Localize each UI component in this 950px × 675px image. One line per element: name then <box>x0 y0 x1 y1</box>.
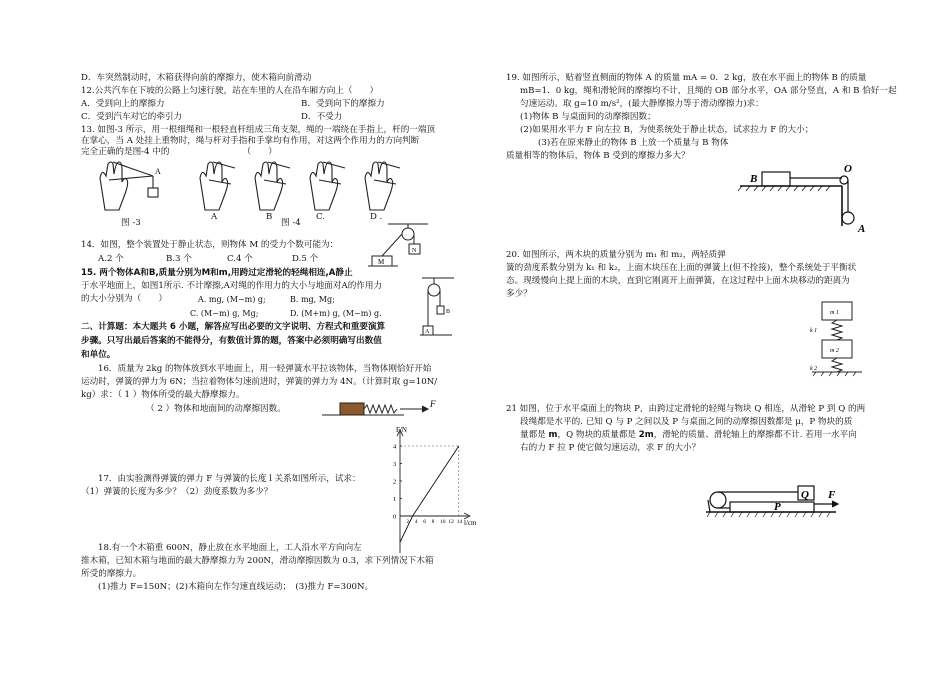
fig3-point-a: A <box>155 167 161 176</box>
q14-option-d: D.5 个 <box>292 254 319 264</box>
chart-y-tick-label: 0 <box>393 513 397 521</box>
chart-x-tick-label: 14 <box>456 519 463 525</box>
q21-figure <box>706 476 856 526</box>
fig4-caption: 图 -4 <box>281 218 301 228</box>
q20-figure <box>810 300 880 380</box>
chart-y-tick-label: 3 <box>393 461 397 468</box>
hand-icon <box>200 162 235 210</box>
fig4-option-d: D . <box>370 212 383 222</box>
q14-label-n: N <box>412 248 417 254</box>
q19-line-5: (2)如果用水平力 F 向左拉 B，为使系统处于静止状态，试求拉力 F 的大小； <box>520 125 814 135</box>
q12-option-a: A．受到向上的摩擦力 <box>81 99 165 109</box>
q21-line-1: 21 如图，位于水平桌面上的物块 P，由跨过定滑轮的轻绳与物块 Q 相连，从滑轮 P 到 Q 的两 <box>506 404 866 414</box>
q15-line-3: 的大小分别为（ ） <box>81 294 167 304</box>
q20-line-1: 20. 如图所示，两木块的质量分别为 m₁ 和 m₂，两轻质弹 <box>506 250 726 260</box>
q15-line-1-text: 15. 两个物体A和B,质量分别为M和m,用跨过定滑轮的轻绳相连,A静止 <box>81 268 353 278</box>
q15-label-a: A <box>425 329 430 335</box>
q21-mass-m: m <box>548 430 558 440</box>
q21-label-p: P <box>774 501 781 513</box>
q19-line-1: 19. 如图所示，贴着竖直侧面的物体 A 的质量 mA = 0．2 kg，放在水平面上的物体 B 的质量 <box>506 73 867 83</box>
q19-line-7: 质量相等的物体后，物体 B 受到的摩擦力多大？ <box>506 151 690 161</box>
hand-icon <box>100 162 158 210</box>
q14-stem: 14．如图，整个装置处于静止状态，则物体 M 的受力个数可能为： <box>81 240 339 250</box>
chart-y-tick-label: 2 <box>393 478 397 486</box>
q16-line-1: 16．质量为 2kg 的物体放到水平地面上，用一轻弹簧水平拉该物体，当物体刚恰好开始 <box>98 364 432 374</box>
q15-option-d: D. (M+m) g, (M−m) g. <box>290 309 382 318</box>
fig4-option-b: B <box>266 212 273 222</box>
fig4-option-c: C. <box>316 212 326 222</box>
q19-figure <box>740 163 870 236</box>
hand-icon <box>365 162 400 210</box>
q19-label-a: A <box>858 223 866 235</box>
chart-x-tick-label: 6 <box>423 519 426 525</box>
q17-line-2: （1）弹簧的长度为多少？（2）劲度系数为多少？ <box>81 487 273 497</box>
q20-line-2: 簧的劲度系数分别为 k₁ 和 k₂，上面木块压在上面的弹簧上(但不拴接)，整个系统处于平衡状 <box>506 263 857 273</box>
q13-line-2: 在掌心，当 A 处挂上重物时，绳与杆对手指和手掌均有作用，对这两个作用力的方向判断 <box>81 136 420 146</box>
hand-icon <box>310 162 345 210</box>
q13-line-3: 完全正确的是图-4 中的 （ ） <box>81 147 277 157</box>
q18-line-1: 18.有一个木箱重 600N，静止放在水平地面上，工人沿水平方向向左 <box>98 543 362 553</box>
chart-y-tick-label: 1 <box>393 496 397 503</box>
q14-option-c: C.4 个 <box>227 254 253 264</box>
q20-line-3: 态。现缓慢向上提上面的木块，直到它刚离开上面弹簧，在这过程中上面木块移动的距离为 <box>506 276 850 286</box>
q16-force-label: F <box>430 399 436 409</box>
q15-option-a: A. mg, (M−m) g; <box>198 295 266 304</box>
q21-line-3c: ，滑轮的质量、滑轮轴上的摩擦都不计. 若用一水平向 <box>653 430 857 440</box>
q14-option-b: B.3 个 <box>166 254 192 264</box>
q12-option-c: C．受到汽车对它的牵引力 <box>81 112 183 122</box>
q16-line-3: kg）求：（ 1 ）物体所受的最大静摩擦力。 <box>81 390 245 400</box>
q16-figure <box>322 398 442 420</box>
q15-label-b: B <box>446 309 451 315</box>
q19-line-2: mB=1．0 kg，绳和滑轮间的摩擦均不计，且绳的 OB 部分水平，OA 部分竖直，A 和 B 恰好一起 <box>520 86 897 96</box>
section2-heading-line-2: 步骤。只写出最后答案的不能得分，有数值计算的题，答案中必须明确写出数值 <box>81 336 382 346</box>
fig4-option-a: A <box>211 212 218 222</box>
chart-series-line <box>400 446 459 542</box>
q14-option-a: A.2 个 <box>98 254 124 264</box>
chart-x-tick-label: 12 <box>448 519 454 525</box>
q12-stem: 12.公共汽车在下坡的公路上匀速行驶，站在车里的人在沿车厢方向上（ ） <box>81 86 379 96</box>
q13-hand-figures <box>95 158 455 228</box>
q19-line-3: 匀速运动。取 g=10 m/s²，(最大静摩擦力等于滑动摩擦力)求： <box>520 99 764 109</box>
q21-line-2: 段绳都是水平的. 已知 Q 与 P 之间以及 P 与桌面之间的动摩擦因数都是 μ，P 物块的质 <box>520 417 853 427</box>
q16-line-4: （ 2 ）物体和地面间的动摩擦因数。 <box>146 404 286 414</box>
q20-label-m2: m 2 <box>830 348 839 354</box>
section2-heading-line-1: 二、计算题：本大题共 6 小题，解答应写出必要的文字说明、方程式和重要演算 <box>81 322 386 332</box>
q17-line-1: 17．由实验测得弹簧的弹力 F 与弹簧的长度 l 关系如图所示，试求： <box>98 474 361 484</box>
chart-x-tick-label: 8 <box>431 519 435 525</box>
q21-mass-2m: 2m <box>638 430 654 440</box>
q16-line-2: 运动时，弹簧的弹力为 6N；当拉着物体匀速前进时，弹簧的弹力为 4N。（计算时取 g=10N/ <box>81 377 438 387</box>
q21-label-f: F <box>828 489 836 501</box>
q18-line-4: (1)推力 F=150N；(2)木箱向左作匀速直线运动； (3)推力 F=300N。 <box>98 582 374 592</box>
chart-x-tick-label: 10 <box>440 519 446 525</box>
q18-line-3: 所受的摩擦力。 <box>81 569 142 579</box>
q15-option-b: B. mg, Mg; <box>290 295 335 304</box>
q19-label-o: O <box>844 163 852 175</box>
q13-line-1: 13. 如图-3 所示，用一根细绳和一根轻直杆组成三角支架，绳的一端绕在手指上，杆的一端顶 <box>81 125 436 135</box>
q14-label-m: M <box>378 258 385 266</box>
q21-line-4: 右的力 F 拉 P 使它做匀速运动，求 F 的大小？ <box>520 443 701 453</box>
q15-line-2: 于水平地面上，如图1所示. 不计摩擦,A对绳的作用力的大小与地面对A的作用力 <box>81 281 383 291</box>
q20-label-m1: m 1 <box>830 310 839 316</box>
spring-force-chart <box>388 428 478 563</box>
chart-x-tick-label: 2 <box>406 519 410 525</box>
chart-x-label: l/cm <box>464 519 477 527</box>
q20-label-k2: k 2 <box>810 366 818 372</box>
q12-option-d: D．不受力 <box>301 112 343 122</box>
q21-label-q: Q <box>801 489 809 501</box>
q14-figure <box>368 222 438 270</box>
q20-line-4: 多少？ <box>506 289 532 299</box>
q19-label-b: B <box>750 173 758 185</box>
hand-icon <box>255 162 290 210</box>
q15-figure <box>420 276 460 338</box>
section2-heading-line-3: 和单位。 <box>81 350 116 360</box>
q21-line-3 <box>520 430 857 441</box>
q21-line-3b: ，Q 物块的质量都是 <box>557 430 639 440</box>
q19-line-6: (3)若在原来静止的物体 B 上放一个质量与 B 物体 <box>538 138 729 148</box>
q19-line-4: (1)物体 B 与桌面间的动摩擦因数； <box>520 112 656 122</box>
chart-y-label: F/N <box>396 426 407 434</box>
q12-option-b: B．受到向下的摩擦力 <box>301 99 385 109</box>
q20-label-k1: k 1 <box>810 328 818 334</box>
q18-line-2: 推木箱，已知木箱与地面的最大静摩擦力为 200N，滑动摩擦因数为 0.3，求下列情况下木箱 <box>81 556 434 566</box>
q15-line-1 <box>81 268 353 279</box>
q11-option-d: D．车突然制动时，木箱获得向前的摩擦力，使木箱向前滑动 <box>81 73 312 83</box>
chart-y-tick-label: 4 <box>393 443 397 451</box>
chart-x-tick-label: 4 <box>414 519 418 525</box>
fig3-caption: 图 -3 <box>121 218 141 228</box>
q21-line-3a: 量都是 <box>520 430 549 440</box>
q15-option-c: C. (M−m) g, Mg; <box>190 309 259 318</box>
